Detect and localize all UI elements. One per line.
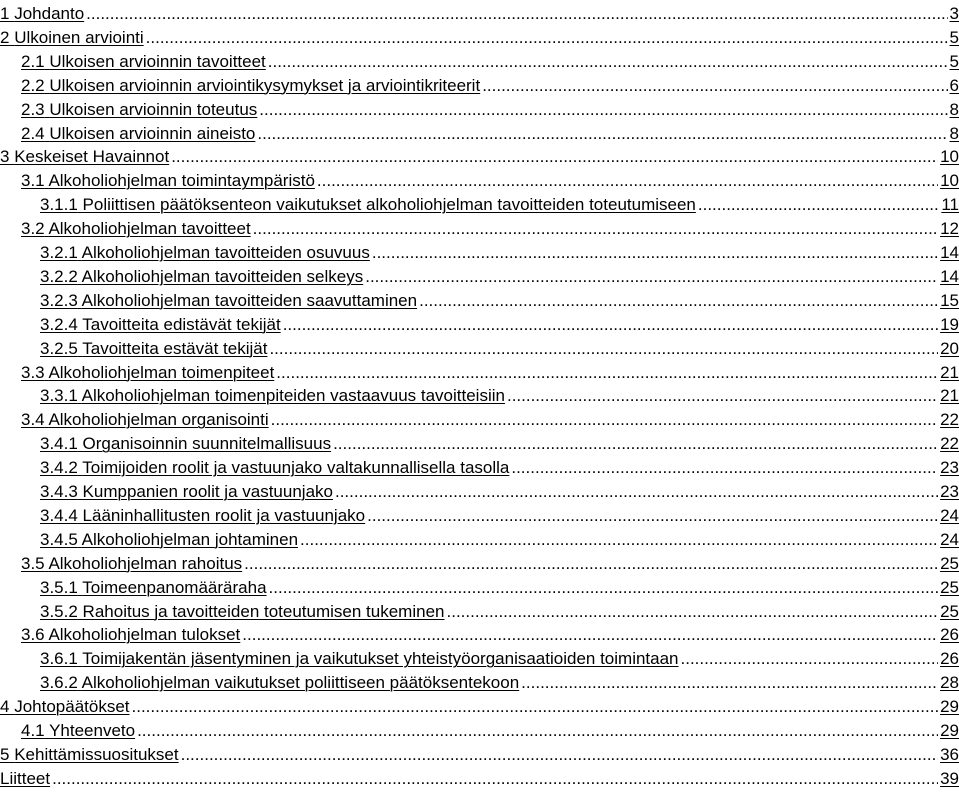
toc-entry-title[interactable]	[40, 434, 331, 454]
toc-dot-leader	[507, 386, 938, 406]
toc-entry[interactable]	[0, 598, 959, 622]
toc-entry-title[interactable]	[21, 363, 274, 383]
toc-entry-number: 3.6.2	[40, 673, 78, 693]
toc-page-number[interactable]: 24	[940, 529, 959, 549]
toc-entry-title[interactable]	[40, 315, 281, 335]
toc-entry-title[interactable]	[40, 267, 363, 287]
toc-dot-leader	[146, 28, 948, 48]
toc-entry[interactable]	[0, 359, 959, 383]
toc-entry-number: 3.2.2	[40, 266, 78, 286]
toc-page-number[interactable]: 12	[940, 219, 959, 239]
toc-entry[interactable]	[0, 311, 959, 335]
toc-page-number[interactable]: 10	[940, 147, 959, 167]
toc-entry[interactable]	[0, 239, 959, 263]
toc-dot-leader	[268, 52, 948, 72]
toc-dot-leader	[137, 721, 938, 741]
toc-entry-title[interactable]	[40, 506, 365, 526]
toc-dot-leader	[317, 171, 938, 191]
toc-dot-leader	[698, 195, 939, 215]
toc-entry[interactable]	[0, 263, 959, 287]
toc-entry-number: 3.6	[21, 625, 45, 645]
toc-entry-label: Tavoitteita estävät tekijät	[82, 338, 268, 358]
toc-entry-label: Johdanto	[14, 4, 85, 23]
toc-entry-number: 3.6.1	[40, 649, 78, 669]
toc-page-number[interactable]: 15	[940, 290, 959, 310]
toc-page-number[interactable]: 25	[940, 601, 959, 621]
toc-entry-label: Kumppanien roolit ja vastuunjako	[82, 482, 333, 501]
toc-entry[interactable]	[0, 550, 959, 574]
toc-entry-title[interactable]	[0, 28, 144, 48]
toc-entry-number: 1	[0, 4, 10, 23]
toc-entry[interactable]	[0, 406, 959, 430]
toc-entry-label: Alkoholiohjelman toimenpiteiden vastaavuus tavoitteisiin	[81, 386, 505, 406]
toc-entry-label: Keskeiset Havainnot	[14, 147, 170, 167]
toc-entry-title[interactable]	[21, 410, 269, 430]
toc-page-number[interactable]: 26	[940, 625, 959, 645]
toc-entry-number: 3.4.4	[40, 505, 78, 525]
toc-dot-leader	[283, 315, 938, 335]
toc-entry-title[interactable]	[40, 458, 509, 478]
toc-entry-number: 2	[0, 27, 10, 47]
toc-entry-label: Alkoholiohjelman tavoitteet	[48, 219, 251, 239]
toc-dot-leader	[257, 124, 947, 144]
toc-entry-title[interactable]	[21, 76, 480, 96]
toc-page-number[interactable]: 25	[940, 577, 959, 597]
toc-dot-leader	[447, 602, 939, 622]
toc-dot-leader	[365, 267, 938, 287]
toc-entry-label: Alkoholiohjelman toimenpiteet	[48, 362, 275, 382]
toc-page-number[interactable]: 20	[940, 338, 959, 358]
toc-entry[interactable]	[0, 0, 959, 24]
toc-page-number[interactable]: 19	[940, 314, 959, 334]
toc-entry-number: 2.4	[21, 123, 45, 143]
toc-page-number[interactable]: 6	[949, 75, 959, 95]
toc-page-number[interactable]: 26	[940, 649, 959, 669]
toc-entry-title[interactable]	[40, 291, 417, 311]
toc-entry[interactable]	[0, 72, 959, 96]
toc-entry-title[interactable]	[40, 649, 679, 669]
toc-entry-number: 3	[0, 147, 10, 167]
toc-entry-label: Alkoholiohjelman johtaminen	[81, 529, 299, 549]
toc-page-number[interactable]: 25	[940, 553, 959, 573]
toc-entry-title[interactable]	[0, 745, 179, 765]
toc-dot-leader	[244, 554, 938, 574]
toc-dot-leader	[259, 100, 947, 120]
toc-entry-label: Alkoholiohjelman vaikutukset poliittiseen päätöksentekoon	[81, 673, 520, 693]
toc-entry-number: 3.5.1	[40, 577, 78, 597]
toc-entry[interactable]	[0, 669, 959, 693]
toc-dot-leader	[511, 458, 938, 478]
toc-entry-label: Johtopäätökset	[14, 697, 130, 717]
toc-entry[interactable]	[0, 430, 959, 454]
toc-entry-title[interactable]	[40, 578, 267, 598]
toc-page-number[interactable]: 3	[949, 4, 959, 23]
toc-entry-title[interactable]	[40, 339, 267, 359]
toc-entry-label: Liitteet	[0, 768, 51, 788]
toc-dot-leader	[52, 769, 938, 789]
toc-entry-label: Tavoitteita edistävät tekijät	[82, 314, 281, 334]
toc-entry-number: 3.2.4	[40, 314, 78, 334]
toc-entry-title[interactable]	[21, 100, 257, 120]
toc-entry-title[interactable]	[0, 769, 50, 789]
toc-entry-label: Alkoholiohjelman tulokset	[48, 625, 241, 645]
toc-dot-leader	[300, 530, 938, 550]
toc-entry-number: 4	[0, 697, 10, 717]
toc-entry-number: 3.4.1	[40, 434, 78, 454]
toc-dot-leader	[372, 243, 938, 263]
toc-entry[interactable]	[0, 335, 959, 359]
toc-entry[interactable]	[0, 526, 959, 550]
toc-entry-number: 3.1.1	[40, 195, 78, 215]
toc-entry-label: Kehittämissuositukset	[14, 744, 179, 764]
toc-entry-number: 3.2.1	[40, 243, 78, 262]
toc-entry[interactable]	[0, 693, 959, 717]
toc-entry-label: Alkoholiohjelman rahoitus	[48, 553, 243, 573]
toc-entry-title[interactable]	[0, 697, 130, 717]
toc-dot-leader	[181, 745, 938, 765]
toc-entry-title[interactable]	[40, 243, 370, 263]
toc-entry-title[interactable]	[0, 147, 169, 167]
toc-entry-number: 3.1	[21, 171, 45, 191]
toc-entry-label: Alkoholiohjelman tavoitteiden osuvuus	[81, 243, 370, 262]
toc-entry-number: 2.1	[21, 51, 45, 71]
toc-entry-title[interactable]	[40, 195, 696, 215]
toc-entry-number: 2.3	[21, 99, 45, 119]
toc-entry-label: Alkoholiohjelman tavoitteiden selkeys	[81, 266, 364, 286]
toc-page-number[interactable]: 22	[940, 434, 959, 454]
toc-page-number[interactable]: 21	[940, 386, 959, 406]
toc-entry-label: Ulkoisen arvioinnin aineisto	[49, 123, 256, 143]
toc-dot-leader	[333, 434, 938, 454]
toc-entry-title[interactable]	[40, 530, 298, 550]
toc-entry-title[interactable]	[0, 4, 84, 24]
toc-page-number[interactable]: 10	[940, 171, 959, 191]
toc-dot-leader	[132, 697, 939, 717]
toc-entry[interactable]	[0, 621, 959, 645]
toc-entry-title[interactable]	[21, 721, 135, 741]
toc-dot-leader	[242, 625, 938, 645]
toc-dot-leader	[335, 482, 938, 502]
toc-page-number[interactable]: 23	[940, 482, 959, 501]
toc-dot-leader	[269, 339, 938, 359]
toc-entry-number: 2.2	[21, 75, 45, 95]
toc-page-number[interactable]: 28	[940, 673, 959, 693]
toc-entry[interactable]	[0, 24, 959, 48]
toc-entry[interactable]	[0, 48, 959, 72]
toc-dot-leader	[271, 410, 938, 430]
toc-page-number[interactable]: 23	[940, 458, 959, 478]
toc-entry[interactable]	[0, 741, 959, 765]
toc-dot-leader	[253, 219, 938, 239]
toc-page-number[interactable]: 29	[940, 721, 959, 740]
toc-entry[interactable]	[0, 120, 959, 144]
toc-entry[interactable]	[0, 765, 959, 789]
toc-entry-number: 3.3.1	[40, 386, 78, 406]
toc-entry[interactable]	[0, 215, 959, 239]
toc-entry-title[interactable]	[40, 673, 519, 693]
toc-page-number[interactable]: 29	[940, 697, 959, 717]
toc-entry-number: 3.2	[21, 219, 45, 239]
toc-entry-number: 3.4.3	[40, 482, 78, 501]
toc-entry[interactable]	[0, 382, 959, 406]
toc-entry-label: Alkoholiohjelman tavoitteiden saavuttaminen	[81, 290, 418, 310]
toc-entry-title[interactable]	[21, 219, 251, 239]
toc-dot-leader	[521, 673, 938, 693]
toc-dot-leader	[681, 649, 939, 669]
toc-dot-leader	[419, 291, 938, 311]
toc-entry-number: 4.1	[21, 721, 45, 740]
toc-entry[interactable]	[0, 287, 959, 311]
toc-page-number[interactable]: 8	[949, 99, 959, 119]
toc-entry-label: Ulkoinen arviointi	[14, 27, 144, 47]
toc-dot-leader	[276, 363, 938, 383]
toc-dot-leader	[482, 76, 947, 96]
toc-entry-number: 3.4	[21, 410, 45, 430]
toc-entry-number: 3.5	[21, 553, 45, 573]
toc-page-number[interactable]: 8	[949, 123, 959, 143]
toc-dot-leader	[269, 578, 939, 598]
toc-entry-title[interactable]	[40, 482, 333, 502]
toc-entry-label: Ulkoisen arvioinnin toteutus	[49, 99, 258, 119]
toc-entry-title[interactable]	[21, 625, 240, 645]
toc-dot-leader	[86, 4, 947, 24]
toc-entry-title[interactable]	[21, 52, 266, 72]
toc-entry-label: Ulkoisen arvioinnin arviointikysymykset ja arviointikriteerit	[49, 75, 481, 95]
toc-entry-number: 3.3	[21, 362, 45, 382]
toc-entry-label: Alkoholiohjelman toimintaympäristö	[48, 171, 315, 191]
toc-page-number[interactable]: 11	[941, 195, 959, 215]
toc-page-number[interactable]: 24	[940, 505, 959, 525]
toc-entry[interactable]	[0, 502, 959, 526]
toc-entry-label: Alkoholiohjelman organisointi	[48, 410, 269, 430]
toc-entry[interactable]	[0, 167, 959, 191]
toc-entry-number: 5	[0, 744, 10, 764]
toc-entry[interactable]	[0, 645, 959, 669]
toc-entry-number: 3.2.3	[40, 290, 78, 310]
toc-entry[interactable]	[0, 143, 959, 167]
toc-page-number[interactable]: 39	[940, 768, 959, 788]
toc-page-number[interactable]: 5	[949, 27, 959, 47]
toc-dot-leader	[367, 506, 938, 526]
toc-dot-leader	[171, 147, 938, 167]
toc-entry-number: 3.2.5	[40, 338, 78, 358]
toc-entry-title[interactable]	[40, 602, 445, 622]
toc-page-number[interactable]: 22	[940, 410, 959, 430]
toc-entry-title[interactable]	[40, 386, 505, 406]
toc-entry-label: Organisoinnin suunnitelmallisuus	[82, 434, 332, 454]
toc-page-number[interactable]: 21	[940, 362, 959, 382]
toc-entry[interactable]	[0, 96, 959, 120]
toc-entry-number: 3.4.2	[40, 458, 78, 478]
toc-entry-label: Ulkoisen arvioinnin tavoitteet	[49, 51, 266, 71]
toc-entry-label: Poliittisen päätöksenteon vaikutukset alkoholiohjelman tavoitteiden toteutumiseen	[82, 195, 696, 215]
toc-entry-label: Toimijakentän jäsentyminen ja vaikutukset yhteistyöorganisaatioiden toimintaan	[82, 649, 679, 669]
toc-entry[interactable]	[0, 717, 959, 741]
toc-entry-label: Lääninhallitusten roolit ja vastuunjako	[82, 505, 366, 525]
toc-entry-title[interactable]	[21, 171, 315, 191]
toc-entry[interactable]	[0, 574, 959, 598]
toc-entry-label: Toimeenpanomääräraha	[82, 577, 267, 597]
toc-entry-label: Toimijoiden roolit ja vastuunjako valtakunnallisella tasolla	[82, 458, 510, 478]
toc-entry-title[interactable]	[21, 554, 242, 574]
toc-entry-label: Yhteenveto	[49, 721, 136, 740]
toc-entry-number: 3.5.2	[40, 601, 78, 621]
toc-entry[interactable]	[0, 454, 959, 478]
toc-entry[interactable]	[0, 478, 959, 502]
toc-entry-label: Rahoitus ja tavoitteiden toteutumisen tukeminen	[82, 601, 445, 621]
toc-entry-title[interactable]	[21, 124, 255, 144]
toc-page-number[interactable]: 14	[940, 266, 959, 286]
toc-page-number[interactable]: 14	[940, 243, 959, 262]
toc-page-number[interactable]: 5	[949, 51, 959, 71]
toc-page-number[interactable]: 36	[940, 744, 959, 764]
toc-entry[interactable]	[0, 191, 959, 215]
toc-entry-number: 3.4.5	[40, 529, 78, 549]
